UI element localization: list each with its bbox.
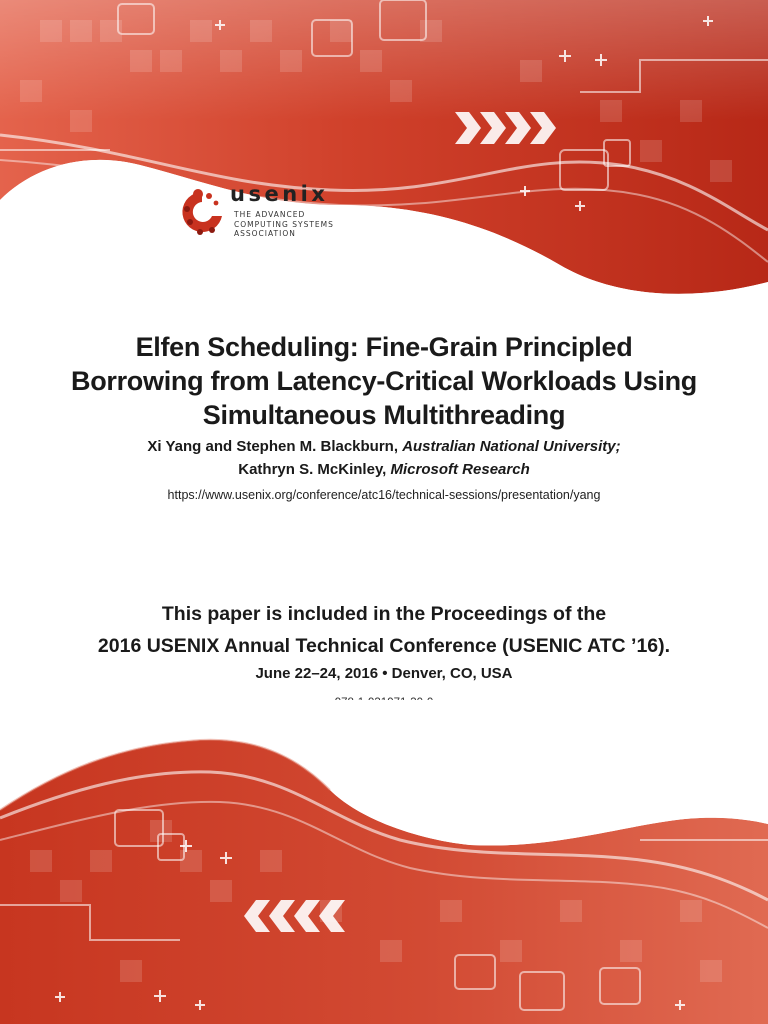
conference-dates: June 22–24, 2016 • Denver, CO, USA bbox=[255, 665, 513, 682]
proceedings-line: 2016 USENIX Annual Technical Conference (USENIC ATC ’16). bbox=[97, 635, 671, 657]
top-decorative-banner bbox=[0, 0, 768, 310]
usenix-wordmark: usenix bbox=[230, 182, 329, 206]
usenix-subtitle bbox=[234, 210, 374, 239]
authors-line bbox=[0, 435, 768, 458]
paper-authors bbox=[0, 435, 768, 481]
proceedings-statement bbox=[0, 598, 768, 662]
title-line: Borrowing from Latency-Critical Workloads Using bbox=[71, 366, 697, 396]
author-affiliation: Australian National University; bbox=[402, 438, 621, 455]
proceedings-line: This paper is included in the Proceedings of the bbox=[161, 603, 607, 625]
usenix-logo-icon bbox=[178, 186, 226, 242]
usenix-logo bbox=[178, 184, 358, 244]
usenix-subtitle-line: COMPUTING SYSTEMS bbox=[234, 219, 334, 229]
paper-title bbox=[0, 330, 768, 432]
usenix-subtitle-line: ASSOCIATION bbox=[234, 229, 296, 239]
author-names: Kathryn S. McKinley, bbox=[238, 461, 387, 478]
bottom-decorative-banner bbox=[0, 700, 768, 1024]
title-line: Simultaneous Multithreading bbox=[202, 400, 566, 430]
title-line: Elfen Scheduling: Fine-Grain Principled bbox=[135, 332, 633, 362]
author-names: Xi Yang and Stephen M. Blackburn, bbox=[147, 438, 399, 455]
authors-line bbox=[0, 458, 768, 481]
usenix-subtitle-line: THE ADVANCED bbox=[234, 210, 306, 219]
paper-url[interactable]: https://www.usenix.org/conference/atc16/technical-sessions/presentation/yang bbox=[167, 488, 601, 502]
author-affiliation: Microsoft Research bbox=[390, 461, 530, 478]
